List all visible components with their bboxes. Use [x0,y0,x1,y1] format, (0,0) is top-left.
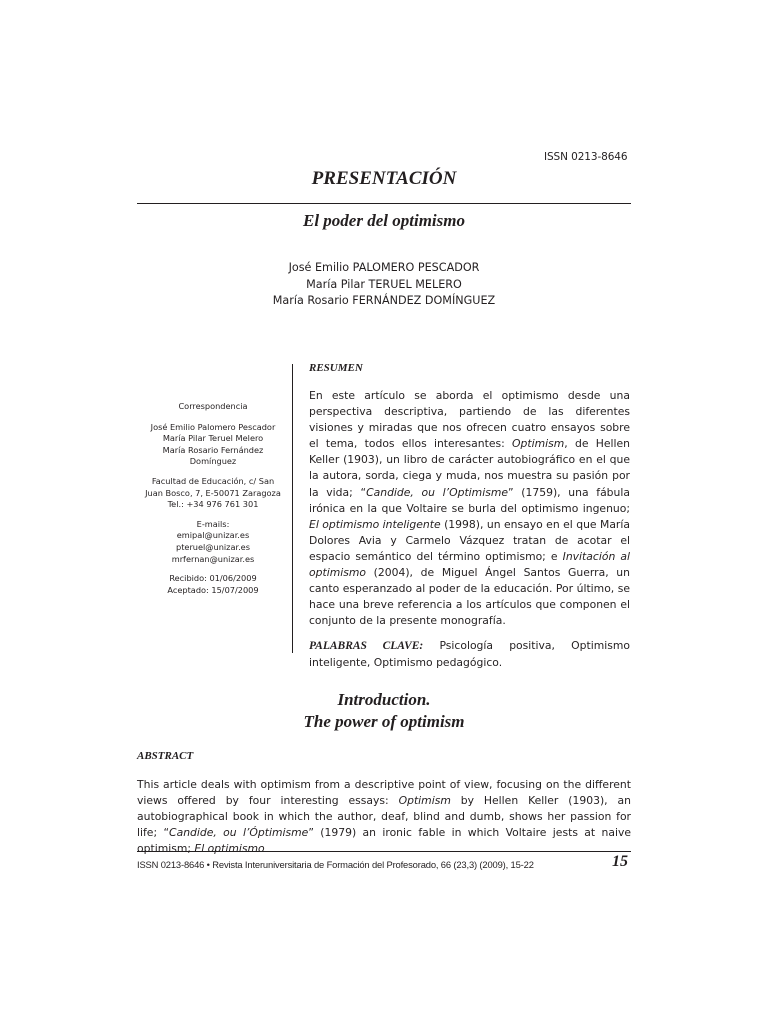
correspondence-sidebar [137,401,289,604]
resumen-work-title: Invitación al optimismo [309,549,630,580]
correspondence-name: José Emilio Palomero Pescador [150,421,276,432]
address-line: Juan Bosco, 7, E-50071 Zaragoza [145,487,281,498]
submission-dates [137,573,289,596]
email-address: pteruel@unizar.es [176,541,250,552]
accepted-date: Aceptado: 15/07/2009 [167,584,259,595]
abstract-work-title: El optimismo [194,842,265,856]
resumen-text: ” (1759), una fábula irónica en la que Voltaire se burla del optimismo ingenuo; [309,485,630,515]
resumen-work-title: Optimism [512,437,565,451]
english-title [0,689,768,733]
title-divider [137,203,631,204]
abstract-work-title: Optimism [398,794,451,808]
keywords-list: Psicología positiva, Optimismo inteligente, Optimismo pedagógico. [309,639,630,669]
abstract-text: This article deals with optimism from a descriptive point of view, focusing on the different views offered by four interesting essays: [137,778,631,808]
resumen-text: (2004), de Miguel Ángel Santos Guerra, un canto esperanzado al poder de la educación. Por último, se hace una breve referencia a los artículos que componen el conjunto de la presente monografía. [309,566,630,628]
author-list [0,260,768,310]
abstract-heading: ABSTRACT [137,750,194,762]
abstract-body [137,777,631,857]
abstract-text: ” (1979) an ironic fable in which Voltaire jests at naive optimism; [137,826,632,856]
english-title-line: The power of optimism [303,712,465,731]
email-address: mrfernan@unizar.es [171,553,255,564]
emails-label: E-mails: [196,518,230,529]
resumen-body [309,388,630,629]
english-title-line: Introduction. [337,690,431,709]
footer-divider [137,851,631,852]
received-date: Recibido: 01/06/2009 [169,573,257,584]
issn-header: ISSN 0213-8646 [544,151,628,163]
resumen-heading: RESUMEN [309,362,363,374]
article-title: El poder del optimismo [303,211,465,230]
email-address: emipal@unizar.es [176,530,250,541]
author-name: José Emilio PALOMERO PESCADOR [288,261,480,274]
resumen-text: (1998), un ensayo en el que María Dolores Avia y Carmelo Vázquez tratan de acotar el espacio semántico del término optimismo; e [309,517,630,563]
footer-citation: ISSN 0213-8646 • Revista Interuniversitaria de Formación del Profesorado, 66 (23,3) (2009), 15-22 [137,859,534,870]
author-name: María Rosario FERNÁNDEZ DOMÍNGUEZ [272,294,496,307]
correspondence-label: Correspondencia [178,401,248,411]
author-name: María Pilar TERUEL MELERO [306,277,462,291]
keywords-label: PALABRAS CLAVE: [309,640,424,653]
correspondence-address [137,476,289,511]
correspondence-name: María Rosario Fernández [162,444,264,455]
keywords [309,638,630,670]
abstract-work-title: Candide, ou l’Óptimisme [169,826,309,840]
page-number: 15 [612,853,628,870]
address-line: Facultad de Educación, c/ San [151,475,275,486]
resumen-work-title: El optimismo inteligente [309,517,441,531]
correspondence-name: Domínguez [189,456,237,467]
abstract-text: by Hellen Keller (1903), an autobiographical book in which the author, deaf, blind and dumb, shows her passion for life; “ [137,794,631,840]
correspondence-emails [137,519,289,565]
resumen-text: En este artículo se aborda el optimismo desde una perspectiva descriptiva, partiendo de las diferentes visiones y miradas que nos ofrecen cuatro ensayos sobre el tema, todos ellos interesantes: [309,389,630,451]
resumen-text: , de Hellen Keller (1903), un libro de carácter autobiográfico en el que la autora, sorda, ciega y muda, nos muestra su pasión por la vida; “ [309,437,630,499]
phone-line: Tel.: +34 976 761 301 [167,499,259,510]
section-title: PRESENTACIÓN [311,168,457,189]
resumen-section [309,362,630,671]
correspondence-name: María Pilar Teruel Melero [162,433,264,444]
correspondence-names [137,422,289,468]
column-divider [292,364,293,653]
resumen-work-title: Candide, ou l’Optimisme [366,485,508,499]
